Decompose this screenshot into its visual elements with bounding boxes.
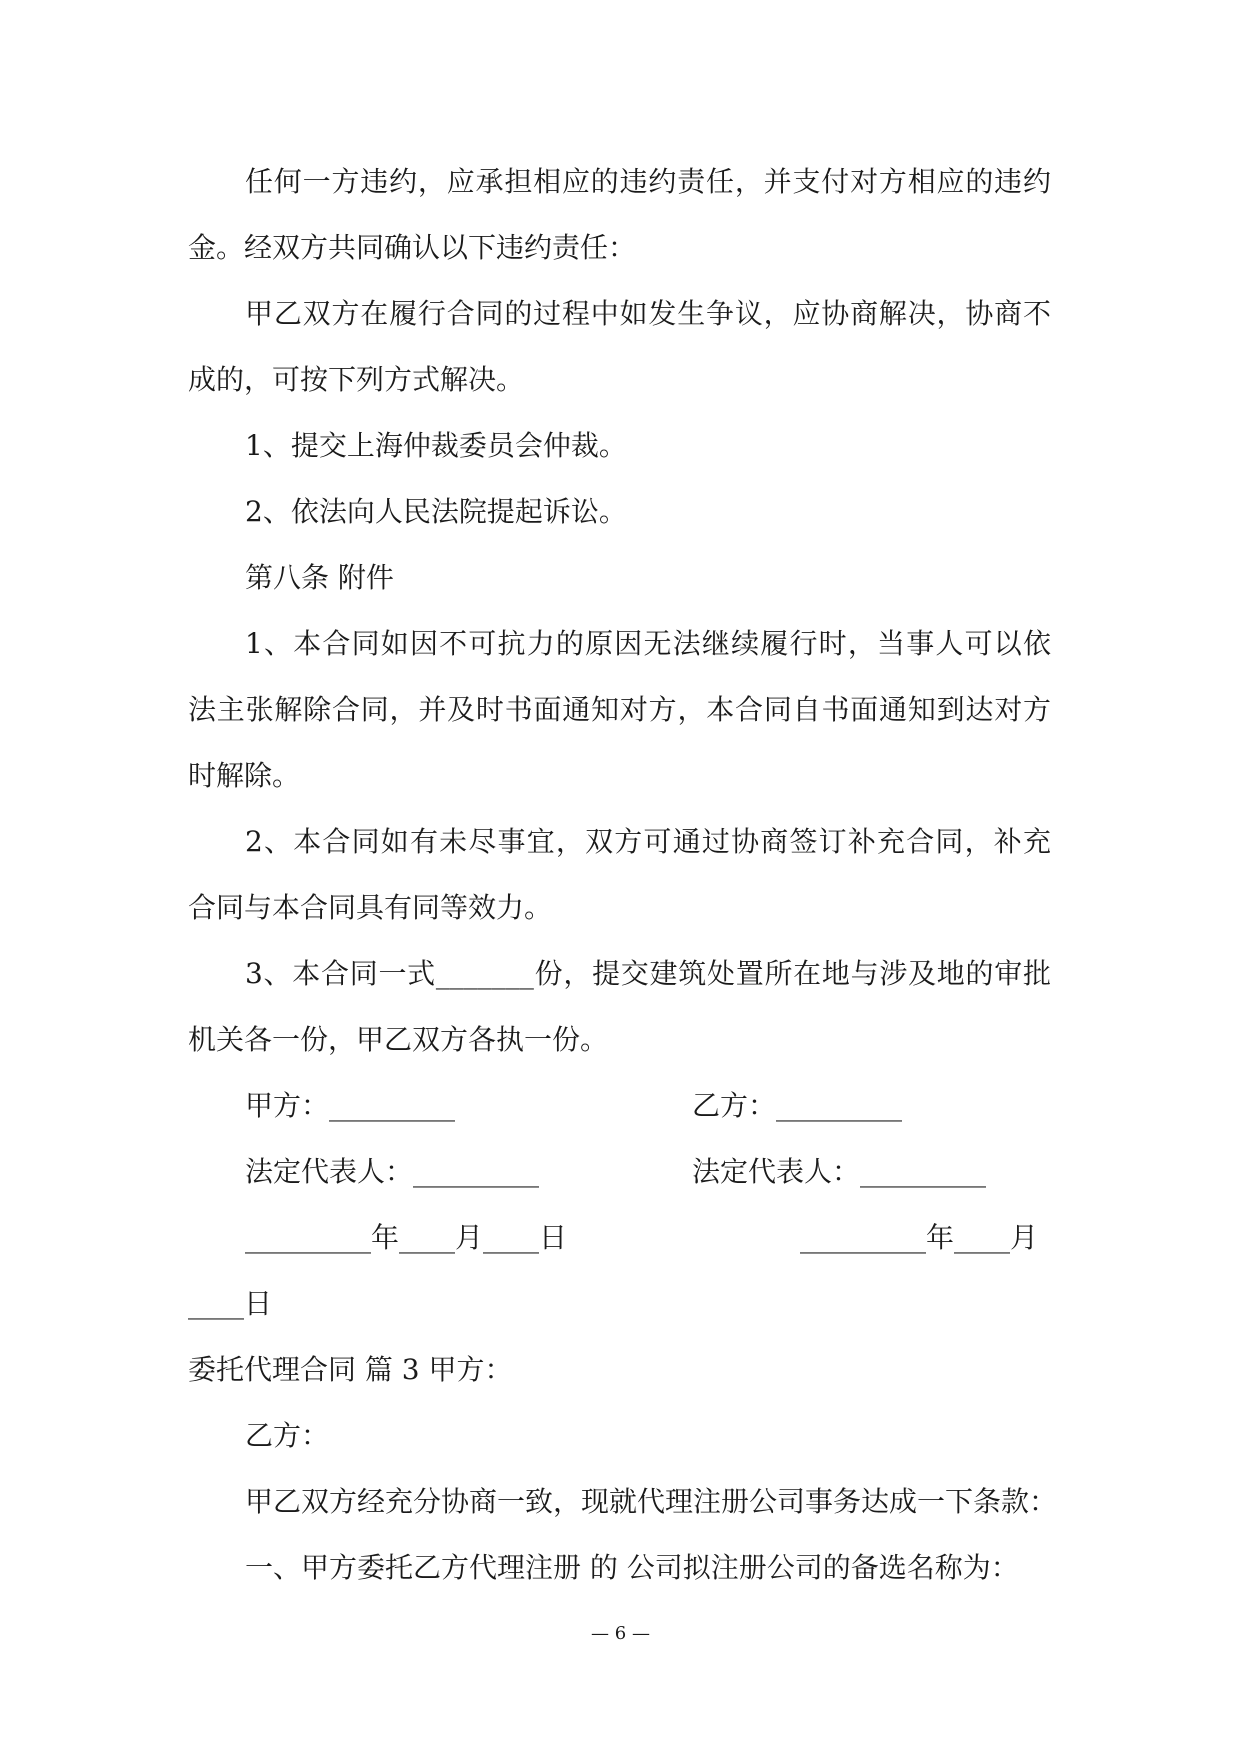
paragraph-line: 2、本合同如有未尽事宜，双方可通过协商签订补充合同，补充 <box>245 825 1051 858</box>
page-number: — 6 — <box>591 1623 650 1644</box>
list-item: 2、依法向人民法院提起诉讼。 <box>245 495 627 528</box>
party-b-signature: 乙方：_________ <box>692 1089 903 1122</box>
party-b-label: 乙方： <box>245 1419 330 1452</box>
party-a-representative: 法定代表人：_________ <box>245 1155 540 1188</box>
contract-heading: 委托代理合同 篇 3 甲方： <box>188 1353 513 1386</box>
intro-paragraph: 甲乙双方经充分协商一致，现就代理注册公司事务达成一下条款： <box>245 1485 1058 1518</box>
party-a-date: _________年____月____日 <box>245 1221 568 1254</box>
paragraph-line: 1、本合同如因不可抗力的原因无法继续履行时，当事人可以依 <box>245 627 1051 660</box>
paragraph-line: 合同与本合同具有同等效力。 <box>188 891 553 924</box>
list-item: 1、提交上海仲裁委员会仲裁。 <box>245 429 627 462</box>
party-a-signature: 甲方：_________ <box>245 1089 456 1122</box>
party-b-representative: 法定代表人：_________ <box>692 1155 987 1188</box>
paragraph-line: 金。经双方共同确认以下违约责任： <box>188 231 637 264</box>
paragraph-line: 成的，可按下列方式解决。 <box>188 363 525 396</box>
party-b-date-continued: ____日 <box>188 1287 273 1320</box>
paragraph-line: 法主张解除合同，并及时书面通知对方，本合同自书面通知到达对方 <box>188 693 1051 726</box>
section-heading: 第八条 附件 <box>245 561 394 594</box>
party-b-date: _________年____月 <box>800 1221 1039 1254</box>
paragraph-line: 时解除。 <box>188 759 301 792</box>
paragraph-line: 机关各一份，甲乙双方各执一份。 <box>188 1023 609 1056</box>
clause-paragraph: 一、甲方委托乙方代理注册 的 公司拟注册公司的备选名称为： <box>245 1551 1019 1584</box>
paragraph-line: 甲乙双方在履行合同的过程中如发生争议，应协商解决，协商不 <box>245 297 1051 330</box>
paragraph-line: 任何一方违约，应承担相应的违约责任，并支付对方相应的违约 <box>245 165 1051 198</box>
paragraph-line: 3、本合同一式_______份，提交建筑处置所在地与涉及地的审批 <box>245 957 1051 990</box>
